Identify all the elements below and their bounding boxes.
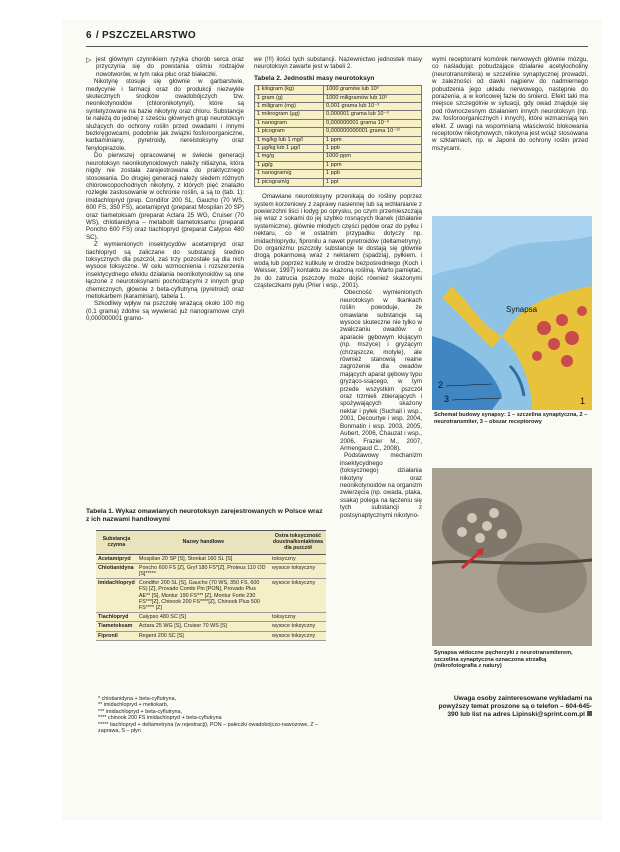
table-row — [255, 170, 422, 178]
paragraph: we (!!!) ilości tych substancji. Nazewnictwo jednostek masy neurotoksyn zawarte jest w tabeli 2. — [254, 56, 422, 71]
synapse-label: Synapsa — [506, 305, 538, 314]
tradename-cell: Actara 25 WG [S], Cruiser 70 WS [S] — [137, 622, 270, 631]
column-1 — [86, 56, 244, 323]
toxicity-cell: wysoce toksyczny — [270, 631, 326, 640]
unit-cell: 1 µg/g — [255, 161, 324, 169]
unit-cell: 1 mg/g — [255, 153, 324, 161]
figure2-caption: Synapsa widoczne pęcherzyki z neurotransmiterem, szczelina synaptyczna oznaczona strzałką (mikrofotografia z natury) — [434, 650, 573, 670]
unit-cell: 1 picogram — [255, 128, 324, 136]
paragraph: Obecność wymienionych neurotoksyn w tkankach roślin powoduje, że omawiane substancje są wysoce skuteczne nie tylko w zwalczaniu owadów o aparacie gębowym kłującym (np. mszyce) i gryzącym (chrząszcze, motyle), ale również stanowią realne zagrożenie dla owadów mających aparat gębowy typu gryząco-ssącego, w tym przede wszystkim pszczół oraz trzmieli zbierających i spożywających skażony nektar i pyłek (Suchail i wsp., 2001, Decourtye i wsp. 2004, Bonmatin i wsp. 2003, 2005, Aubert, 2006, Chauzat i wsp., 2006, Frazier M., 2007, Armengaud C., 2008). — [340, 289, 422, 452]
paragraph: Szkodliwy wpływ na pszczołę wrażącą około 100 mg (0,1 grama) zdolne są wywierać już nanogramowe czyli 0,000000001 gramo- — [86, 300, 244, 323]
toxicity-cell: wysoce toksyczny — [270, 579, 326, 613]
table-row — [255, 86, 422, 94]
paragraph: Podstawowy mechanizm insektycydnego (toksycznego) działania nikotyny oraz neonikotynoidów na organizm zwierzęcia (np. owada, ptaka, ssaka) polega na łączeniu się tych substancji z postsynaptycznymi nikotyno- — [340, 452, 422, 519]
column-2 — [254, 56, 422, 519]
value-cell: 1 ppt — [324, 178, 422, 186]
value-cell: 0,000000000001 grama 10⁻¹² — [324, 128, 422, 136]
paragraph: Nikotynę stosuje się głównie w garbarstwie, medycynie i farmacji oraz do produkcji niezwykle skutecznych środków owadobójczych tzw. neonikotynoidów (chloronikotynyli), które są syntetyzowane na bazie nikotyny oraz chloru. Substancje te należą do jednej z sześciu głównych grup neurotoksyn służących do ochrony roślin przed owadami i innymi bezkręgowcami, podobnie jak związki fosforoorganiczne, karbaminiany, pyretroidy, nereistoksyny oraz fenylopirazole. — [86, 78, 244, 152]
table-row — [255, 145, 422, 153]
table-row — [96, 631, 326, 640]
table-row — [96, 622, 326, 631]
footnote: *** imidachlopryd + beta-cyflutryna, — [98, 708, 183, 715]
column-header: Ostra toksyczność doustna/kontaktowa dla pszczół — [270, 531, 326, 555]
substance-cell: Acetamipryd — [96, 554, 137, 563]
table-row — [96, 554, 326, 563]
table-row — [255, 128, 422, 136]
tradename-cell: Condifor 200 SL [S], Gaucho (70 WS, 350 FS, 600 FS) [Z], Provado Combi Pin [PON], Provado Plus AE** [S], Montur 190 FS*** [Z], Montur Forte 230 FS***[Z], Chinook 200 FS****[Z], Chinook Plus 500 FS**** [Z] — [137, 579, 270, 613]
footnote: **** chinook 200 FS imidachlopryd + beta-cyflutryna — [98, 715, 222, 722]
value-cell: 0,001 grama lub 10⁻³ — [324, 103, 422, 111]
page-header: 6 / PSZCZELARSTWO — [86, 30, 196, 41]
column-header: Substancja czynna — [96, 531, 137, 555]
unit-cell: 1 picogram/g — [255, 178, 324, 186]
toxicity-cell: wysoce toksyczny — [270, 563, 326, 578]
substance-cell: Tiachlopryd — [96, 613, 137, 622]
value-cell: 0,000000001 grama 10⁻⁹ — [324, 119, 422, 127]
contact-note — [432, 695, 592, 719]
table-row — [255, 111, 422, 119]
contact-text: Uwaga osoby zainteresowane wykładami na powyższy temat proszone są o telefon – 604-645-390 lub list na adres Lipinski@sprint.com.pl — [438, 695, 592, 718]
table-row — [255, 136, 422, 144]
tradename-cell: Calypso 480 SC [S] — [137, 613, 270, 622]
column-3 — [432, 56, 588, 152]
end-square-icon — [587, 711, 592, 716]
paragraph: Omawiane neurotoksyny przenikają do rośliny poprzez system korzeniowy z zaprawy nasiennej lub są wchłanianie z powierzchni liści i łodyg po oprysku, po czym przemieszczają się wraz z sokami do jej szybko rosnących tkanek (działanie systemiczne), głównie młodych części pędów oraz do pyłku i nektaru, co w ostatnim przypadku dotyczy np. imidachloprydu, fipronilu a nawet pyretroidów (deltametryny). Do organizmu pszczoły substancje te dostają się głównie drogą pokarmową wraz z nektarem (spadzią), pyłkiem, i wodą lub poprzez kutikulę w drodze bezpośredniego (Koch i Weisser, 1997) kontaktu ze skażoną rośliną. Warto pamiętać, że do zatrucia pszczoły może dojść również skażonymi cząsteczkami pyłu (Prier i wsp., 2001). — [254, 193, 422, 289]
value-cell: 1000 ppm — [324, 153, 422, 161]
paragraph: jest głównym czynnikiem ryzyka chorób serca oraz przyczynia się do powstania ośmiu rodzajów nowotworów, w tym raka płuc oraz białaczki. — [96, 56, 244, 78]
value-cell: 1000 gramów lub 10³ — [324, 86, 422, 94]
page-number: 6 — [86, 30, 92, 41]
value-cell: 1000 miligramów lub 10³ — [324, 94, 422, 102]
unit-cell: 1 gram (g) — [255, 94, 324, 102]
tradename-cell: Regent 200 SC [S] — [137, 631, 270, 640]
unit-cell: 1 miligram (mg) — [255, 103, 324, 111]
footnote: ***** tiachlopryd + deltametryna (w rejestracji), PON – pałeczki owadobójczo-nawozowe, Z – zaprawa, S – płyn — [98, 721, 319, 735]
synapse-micrograph — [432, 468, 592, 646]
substance-cell: Tiametoksam — [96, 622, 137, 631]
paragraph: Do pierwszej opracowanej w świecie generacji neurotoksyn neonikotynoidowych należy nitiazyna, która nigdy nie została zarejestrowana do praktycznego stosowania. Do drugiej generacji należy siedem różnych chlorowcopochodnych nikotyny, z których pięć znalazło rozległe zastosowanie w ochronie roślin, a są to (tab. 1): imidachlopryd (prep. Condifor 200 SL, Gaucho (70 WS, 600 FS, 350 FS), acetamipryd (preparat Mospilan 20 SP) oraz tiametoksam (preparat Actara 25 WG, Cruiser (70 WS), chlotianidyna – metabolit tiametoksamu (preparat Poncho 600 FS) oraz tiachlopryd (preparat Calypso 480 SC). — [86, 152, 244, 241]
header-rule — [86, 46, 588, 47]
unit-cell: 1 mg/kg lub 1 mg/l — [255, 136, 324, 144]
tradename-cell: Mospilan 20 SP [S], Stonkat 160 SL [S] — [137, 554, 270, 563]
synapse-diagram — [432, 216, 592, 410]
toxicity-cell: wysoce toksyczny — [270, 622, 326, 631]
table-header-row — [96, 531, 326, 555]
table-row — [96, 579, 326, 613]
value-cell: 0,000001 grama lub 10⁻⁶ — [324, 111, 422, 119]
unit-cell: 1 kilogram (kg) — [255, 86, 324, 94]
table-row — [255, 119, 422, 127]
unit-cell: 1 nanogram/g — [255, 170, 324, 178]
column-header: Nazwy handlowe — [137, 531, 270, 555]
footnote: ** imidachlopryd + metiokarb, — [98, 702, 169, 709]
table2 — [254, 85, 422, 187]
unit-cell: 1 nanogram — [255, 119, 324, 127]
label-1: 1 — [580, 396, 586, 406]
unit-cell: 1 mikrogram (µg) — [255, 111, 324, 119]
table-row — [96, 613, 326, 622]
figure1-caption: Schemat budowy synapsy: 1 – szczelina synaptyczna, 2 – neurotransmiter, 3 – obszar receptorowy — [434, 412, 588, 425]
substance-cell: Chlotianidyna — [96, 563, 137, 578]
toxicity-cell: toksyczny — [270, 554, 326, 563]
value-cell: 1 ppm — [324, 161, 422, 169]
label-3: 3 — [444, 394, 450, 404]
toxicity-cell: toksyczny — [270, 613, 326, 622]
table-row — [96, 563, 326, 578]
table-row — [255, 94, 422, 102]
value-cell: 1 ppb — [324, 170, 422, 178]
table2-title: Tabela 2. Jednostki masy neurotoksyn — [254, 74, 375, 82]
table-row — [255, 103, 422, 111]
unit-cell: 1 µg/kg lub 1 µg/l — [255, 145, 324, 153]
table1 — [96, 530, 326, 641]
table-row — [255, 153, 422, 161]
table-row — [255, 161, 422, 169]
table1-title: Tabela 1. Wykaz omawianych neurotoksyn zarejestrowanych w Polsce wraz z ich nazwami handlowymi — [86, 508, 323, 523]
table-row — [255, 178, 422, 186]
footnote: * chlotianidyna + beta-cyflutryna, — [98, 696, 177, 702]
section-title: PSZCZELARSTWO — [102, 30, 196, 41]
substance-cell: Fipronil — [96, 631, 137, 640]
value-cell: 1 ppb — [324, 145, 422, 153]
substance-cell: Imidachlopryd — [96, 579, 137, 613]
paragraph: wymi receptorami komórek nerwowych głównie mózgu, co naśladując pobudzające działanie acetylocholiny (neurotransmitera) w szczelinie synaptycznej prowadzi, w zależności od dawki najpierw do nadmiernego pobudzenia jego układu nerwowego, następnie do porażenia, a w końcowej fazie do śmierci. Efekt taki ma miejsce szczególnie w sytuacji, gdy owad znajduje się pod równoczesnym działaniem innych neurotoksyn (np. zw. fosforoorganicznych i innych), które wzmacniają ten efekt. Z uwagi na wspomnianą właściwość blokowania receptorów nikotynowych, nikotyna jest wciąż stosowana w szklarniach, np. w Japonii do ochrony roślin przed mszycami. — [432, 56, 588, 152]
continue-triangle-icon: ▷ — [86, 57, 92, 64]
value-cell: 1 ppm — [324, 136, 422, 144]
table1-footnotes — [98, 696, 330, 734]
tradename-cell: Poncho 600 FS [Z], Gryf 180 FS*[Z], Proteus 110 OD [S]***** — [137, 563, 270, 578]
paragraph: Z wymienionych insektycydów acetamipryd oraz tiachlopryd są zaliczane do substancji średnio toksycznych dla pszczół, zaś trzy pozostałe są dla nich wysoce toksyczne. W celu wzmocnienia i rozszerzenia insektycydnego efektu działania neonikotynoidów są one łączone z neurotoksynami pochodzącymi z innych grup chemicznych, głównie z beta-cyflutryną (pyretroid) oraz metiokarbem (karaminian), tabela 1. — [86, 241, 244, 300]
label-2: 2 — [438, 380, 444, 390]
